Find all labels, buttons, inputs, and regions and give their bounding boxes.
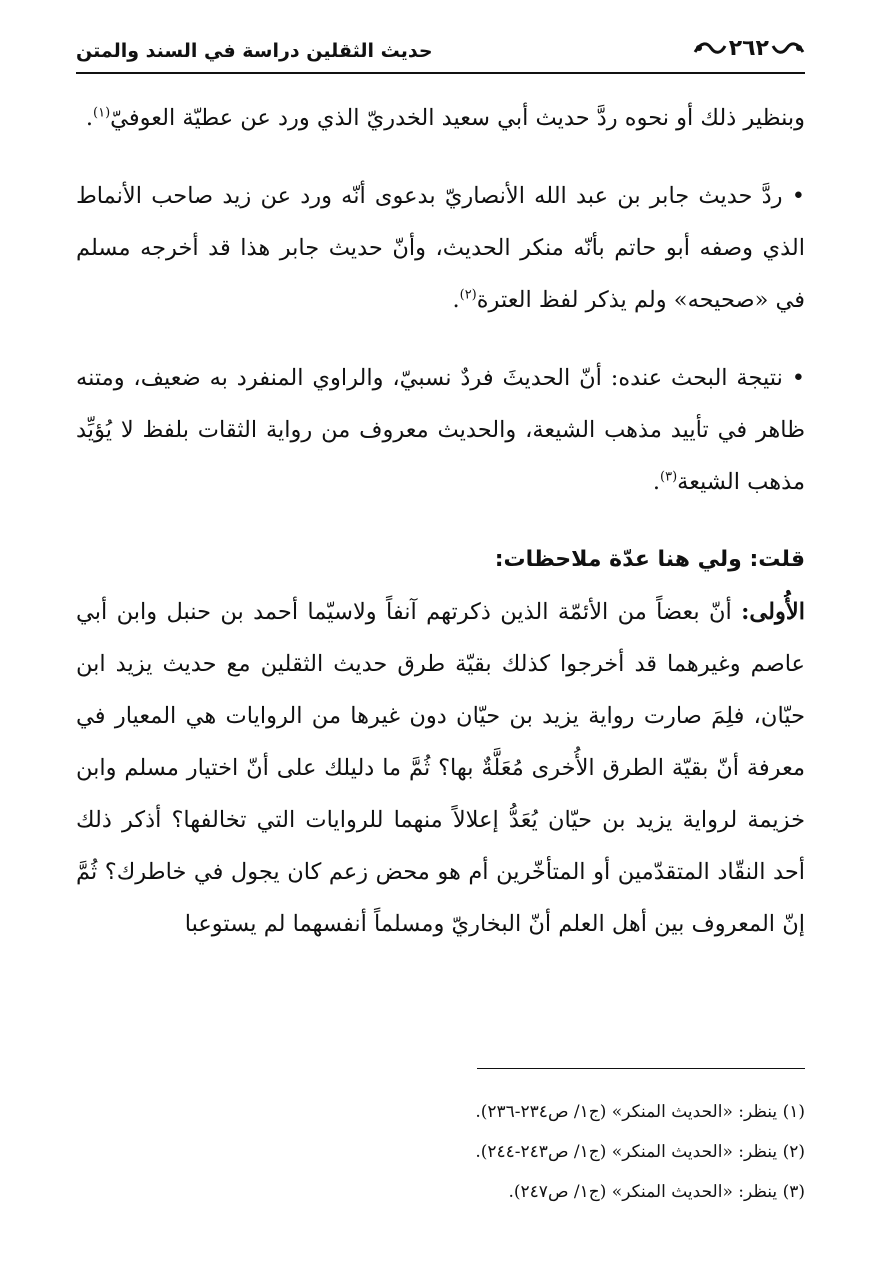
paragraph-4 [76,586,805,950]
ornament-right-icon [771,38,805,58]
paragraph-2-text: • ردَّ حديث جابر بن عبد الله الأنصاريّ بدعوى أنّه ورد عن زيد صاحب الأنماط الذي وصفه أبو حاتم بأنّه منكر الحديث، وأنّ حديث جابر هذا قد أخرجه مسلم في «صحيحه» ولم يذكر لفظ العترة [76,183,805,313]
paragraph-1 [76,92,805,144]
paragraph-2-end: . [452,287,460,313]
running-header [76,26,805,74]
footnote-ref-2: (٢) [459,287,477,303]
paragraph-3-end: . [652,469,660,495]
footnote-2: (٢) ينظر: «الحديث المنكر» (ج١/ ص٢٤٣-٢٤٤). [475,1142,805,1162]
paragraph-2 [76,170,805,326]
paragraph-3 [76,352,805,508]
page-number: ٢٦٢ [728,35,769,61]
paragraph-1-text: وبنظير ذلك أو نحوه ردَّ حديث أبي سعيد الخدريّ الذي ورد عن عطيّة العوفيّ [110,105,805,131]
page-number-block [693,30,805,66]
paragraph-3-text: • نتيجة البحث عنده: أنّ الحديثَ فردٌ نسبيّ، والراوي المنفرد به ضعيف، ومتنه ظاهر في تأييد مذهب الشيعة، والحديث معروف من رواية الثقات بلفظ لا يُؤيِّد مذهب الشيعة [76,365,805,495]
footnote-3: (٣) ينظر: «الحديث المنكر» (ج١/ ص٢٤٧). [508,1182,805,1202]
footnotes [76,1092,805,1212]
paragraph-4-text: أنّ بعضاً من الأئمّة الذين ذكرتهم آنفاً ولاسيّما أحمد بن حنبل وابن أبي عاصم وغيرهما قد أخرجوا كذلك بقيّة طرق حديث الثقلين مع حديث يزيد ابن حيّان، فلِمَ صارت رواية يزيد بن حيّان دون غيرها من الروايات هي المعيار في معرفة أنّ بقيّة الطرق الأُخرى مُعَلَّةٌ بها؟ ثُمَّ ما دليلك على أنّ اختيار مسلم وابن خزيمة لرواية يزيد بن حيّان يُعَدُّ إعلالاً منهما للروايات التي تخالفها؟ أذكر ذلك أحد النقّاد المتقدّمين أو المتأخّرين أم هو محض زعم كان يجول في خاطرك؟ ثُمَّ إنّ المعروف بين أهل العلم أنّ البخاريّ ومسلماً أنفسهما لم يستوعبا [76,599,805,937]
footnote-1: (١) ينظر: «الحديث المنكر» (ج١/ ص٢٣٤-٢٣٦). [475,1102,805,1122]
footnote-ref-3: (٣) [660,469,678,485]
book-title: حديث الثقلين دراسة في السند والمتن [76,40,433,62]
ornament-left-icon [693,38,727,58]
section-heading: قلت: ولي هنا عدّة ملاحظات: [494,547,805,572]
paragraph-1-end: . [85,105,94,131]
footnote-divider [477,1068,805,1069]
main-text [76,92,805,950]
paragraph-4-lead: الأُولى: [741,599,805,625]
footnote-ref-1: (١) [93,105,111,121]
